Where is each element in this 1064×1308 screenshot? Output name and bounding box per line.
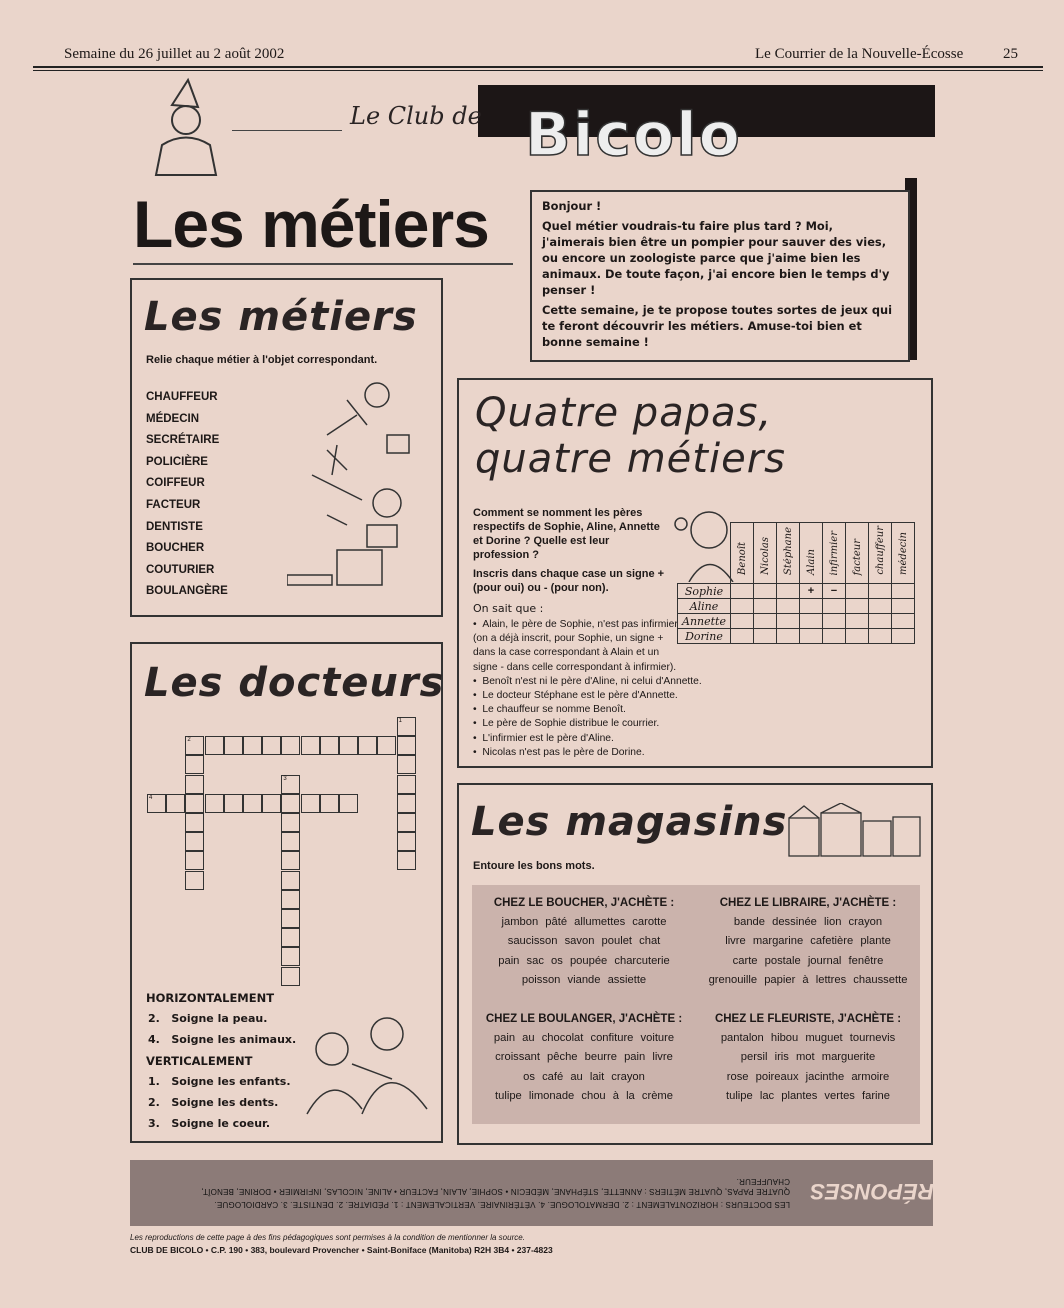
grid-cell[interactable] — [800, 629, 823, 644]
fact-text: Le chauffeur se nomme Benoît. — [482, 704, 626, 716]
vertical-label: VERTICALEMENT — [146, 1054, 253, 1068]
row-label: Annette — [678, 614, 731, 629]
crossword-cell[interactable] — [320, 736, 339, 755]
grid-cell[interactable] — [869, 614, 892, 629]
shop-word-list — [472, 1013, 696, 1107]
crossword-cell[interactable] — [205, 736, 224, 755]
clue — [146, 1075, 296, 1096]
column-label: infirmier — [828, 530, 840, 575]
clue-text: Soigne les dents. — [171, 1096, 279, 1109]
grid-cell[interactable] — [731, 584, 754, 599]
logic-grid — [677, 522, 915, 644]
crossword-cell[interactable] — [185, 813, 204, 832]
bullet-icon: • — [473, 704, 483, 716]
grid-cell[interactable] — [800, 614, 823, 629]
clue — [146, 1096, 296, 1117]
crossword-cell[interactable] — [262, 794, 281, 813]
answers-title: RÉPONSES — [810, 1179, 934, 1204]
grid-cell[interactable] — [777, 629, 800, 644]
metier-item: DENTISTE — [146, 520, 203, 533]
magasins-box — [457, 783, 933, 1145]
crossword-cell[interactable] — [147, 794, 166, 813]
column-label: Alain — [805, 548, 817, 575]
metier-item: CHAUFFEUR — [146, 391, 218, 403]
grid-cell[interactable] — [823, 614, 846, 629]
bullet-icon: • — [473, 732, 483, 744]
title-rule — [133, 263, 513, 265]
shops-illustration-icon — [787, 803, 922, 858]
club-label: Le Club de — [350, 102, 482, 130]
bullet-icon: • — [473, 746, 483, 758]
metier-item: BOULANGÈRE — [146, 585, 228, 598]
shop-title: CHEZ LE LIBRAIRE, J'ACHÈTE : — [719, 897, 897, 909]
shop-title: CHEZ LE BOUCHER, J'ACHÈTE : — [493, 897, 675, 909]
column-label: Nicolas — [759, 537, 771, 575]
page-number: 25 — [1003, 46, 1018, 62]
column-label: médecin — [897, 532, 909, 575]
papas-heading-line: Quatre papas, — [475, 390, 773, 436]
fact-text: Nicolas n'est pas le père de Dorine. — [482, 746, 645, 758]
metiers-box — [130, 278, 443, 617]
grid-row — [678, 599, 915, 614]
crossword-cell[interactable] — [185, 851, 204, 870]
page-title: Les métiers — [133, 187, 489, 261]
crossword-cell[interactable] — [281, 890, 300, 909]
grid-cell[interactable] — [869, 599, 892, 614]
metier-item: MÉDECIN — [146, 412, 200, 425]
grid-cell[interactable] — [846, 584, 869, 599]
word-line[interactable]: tulipe limonade chou à la crème — [495, 1090, 673, 1103]
crossword-cell[interactable] — [397, 775, 416, 794]
grid-cell[interactable] — [892, 629, 915, 644]
grid-cell[interactable] — [892, 614, 915, 629]
grid-column-header — [754, 523, 777, 584]
grid-corner — [678, 523, 731, 584]
crossword-clues — [146, 991, 296, 1138]
footer-note: Les reproductions de cette page à des fins pédagogiques sont permises à la condition de mentionner la source. — [130, 1233, 525, 1242]
grid-cell[interactable] — [846, 599, 869, 614]
column-label: chauffeur — [874, 526, 886, 575]
crossword-cell[interactable] — [339, 736, 358, 755]
answers-text — [150, 1166, 790, 1220]
crossword-cell[interactable] — [397, 832, 416, 851]
papas-heading-line: quatre métiers — [475, 436, 786, 482]
word-line[interactable]: carte postale journal fenêtre — [732, 954, 884, 967]
crossword-cell[interactable] — [281, 794, 300, 813]
crossword-cell[interactable] — [339, 794, 358, 813]
papas-known: On sait que : — [473, 602, 544, 615]
header-rule — [33, 66, 1043, 68]
shop-word-list — [696, 1013, 920, 1107]
clue — [146, 1033, 296, 1054]
grid-cell[interactable] — [892, 584, 915, 599]
metier-item: SECRÉTAIRE — [146, 434, 220, 447]
grid-cell[interactable] — [777, 599, 800, 614]
magasins-heading: Les magasins — [471, 799, 788, 845]
bullet-icon: • — [473, 718, 483, 730]
grid-cell[interactable] — [777, 584, 800, 599]
papas-question: Comment se nomment les pères respectifs de Sophie, Aline, Annette et Dorine ? Quelle est leur profession ? — [473, 507, 660, 561]
crossword-cell[interactable] — [262, 736, 281, 755]
metiers-list — [146, 391, 228, 607]
crossword-cell[interactable] — [185, 755, 204, 774]
intro-box — [530, 190, 910, 362]
clue-number: 3 — [283, 775, 287, 782]
fact-item — [473, 675, 928, 689]
bullet-icon: • — [473, 619, 483, 630]
word-line[interactable]: tulipe lac plantes vertes farine — [725, 1090, 890, 1103]
clue-number: 2. — [148, 1096, 160, 1109]
intro-paragraph: Quel métier voudrais-tu faire plus tard ? Moi, j'aimerais bien être un pompier pour sauver des vies, ou encore un zoologiste parce que j'aime bien les animaux. De toute façon, j'ai encore bien le temps d'y penser ! — [542, 219, 890, 297]
clue-number: 4 — [149, 794, 153, 801]
crossword-cell[interactable] — [301, 794, 320, 813]
metiers-heading: Les métiers — [144, 294, 418, 340]
fact-item — [473, 703, 928, 717]
crossword-cell[interactable] — [397, 736, 416, 755]
grid-cell[interactable] — [869, 629, 892, 644]
crossword-cell[interactable] — [185, 832, 204, 851]
metier-item: BOUCHER — [146, 542, 205, 555]
row-label: Aline — [678, 599, 731, 614]
answers-line: LES DOCTEURS : HORIZONTALEMENT : 2. DERMATOLOGUE. 4. VÉTÉRINAIRE. VERTICALEMENT : 1. PÉDIATRE. 2. DENTISTE. 3. CARDIOLOGUE. — [214, 1200, 790, 1210]
shop-title: CHEZ LE FLEURISTE, J'ACHÈTE : — [714, 1013, 902, 1025]
crossword-cell[interactable] — [281, 851, 300, 870]
grid-cell[interactable] — [846, 629, 869, 644]
clue-number: 1. — [148, 1075, 160, 1088]
clue — [146, 1117, 296, 1138]
shop-title: CHEZ LE BOULANGER, J'ACHÈTE : — [485, 1013, 683, 1025]
metier-item: COIFFEUR — [146, 477, 205, 490]
word-line[interactable]: pain sac os poupée charcuterie — [498, 954, 670, 967]
papas-instruction: Inscris dans chaque case un signe + (pour oui) ou - (pour non). — [473, 568, 665, 594]
grid-cell[interactable] — [731, 614, 754, 629]
word-line[interactable]: pantalon hibou muguet tournevis — [720, 1032, 896, 1044]
crossword-cell[interactable] — [166, 794, 185, 813]
fact-text: Alain, le père de Sophie, n'est pas infirmier (on a déjà inscrit, pour Sophie, un signe + dans la case correspondant à Alain et un signe - dans celle correspondant à infirmier). — [473, 619, 678, 673]
grid-cell[interactable] — [754, 584, 777, 599]
banner-rule — [232, 130, 342, 131]
crossword-cell[interactable] — [397, 717, 416, 736]
fact-text: Benoît n'est ni le père d'Aline, ni celui d'Annette. — [482, 675, 702, 687]
crossword-cell[interactable] — [205, 794, 224, 813]
crossword-cell[interactable] — [301, 736, 320, 755]
metiers-instruction: Relie chaque métier à l'objet correspondant. — [146, 354, 378, 366]
word-line[interactable]: grenouille papier à lettres chaussette — [708, 974, 908, 987]
crossword-cell[interactable] — [281, 947, 300, 966]
grid-cell[interactable] — [754, 599, 777, 614]
clue-number: 4. — [148, 1033, 160, 1046]
crossword-cell[interactable] — [243, 794, 262, 813]
fact-item — [473, 732, 928, 746]
crossword-cell[interactable] — [397, 755, 416, 774]
crossword-cell[interactable] — [397, 794, 416, 813]
newspaper-name: Le Courrier de la Nouvelle-Écosse — [755, 46, 964, 62]
crossword-cell[interactable] — [185, 871, 204, 890]
grid-cell[interactable] — [823, 629, 846, 644]
clue-text: Soigne le coeur. — [171, 1117, 271, 1130]
grid-cell[interactable] — [846, 614, 869, 629]
grid-column-header — [846, 523, 869, 584]
column-label: facteur — [851, 538, 863, 575]
fact-item — [473, 689, 928, 703]
clue-text: Soigne les animaux. — [171, 1033, 297, 1046]
crossword-cell[interactable] — [358, 736, 377, 755]
crossword-cell[interactable] — [281, 909, 300, 928]
shop-word-list — [472, 897, 696, 991]
crossword-cell[interactable] — [281, 813, 300, 832]
word-line[interactable]: bande dessinée lion crayon — [733, 916, 883, 928]
column-label: Benoît — [736, 542, 748, 575]
fact-text: L'infirmier est le père d'Aline. — [482, 732, 614, 744]
grid-column-header — [800, 523, 823, 584]
intro-paragraph: Cette semaine, je te propose toutes sortes de jeux qui te feront découvrir les métiers. Amuse-toi bien et bonne semaine ! — [542, 303, 893, 349]
crossword-cell[interactable] — [377, 736, 396, 755]
word-line[interactable]: livre margarine cafetière plante — [725, 935, 891, 948]
grid-row — [678, 629, 915, 644]
row-label: Sophie — [678, 584, 731, 599]
grid-cell[interactable] — [731, 599, 754, 614]
docteurs-heading: Les docteurs — [144, 660, 445, 706]
fact-item — [473, 717, 928, 731]
crossword-cell[interactable] — [243, 736, 262, 755]
docteurs-box — [130, 642, 443, 1143]
grid-column-header — [731, 523, 754, 584]
crossword-cell[interactable] — [281, 871, 300, 890]
clue-text: Soigne les enfants. — [171, 1075, 291, 1088]
answers-band — [130, 1160, 933, 1226]
grid-row — [678, 614, 915, 629]
crossword-cell[interactable] — [397, 813, 416, 832]
doctor-illustration-icon — [292, 1009, 432, 1119]
issue-date: Semaine du 26 juillet au 2 août 2002 — [64, 46, 285, 62]
crossword-cell[interactable] — [224, 736, 243, 755]
column-label: Stéphane — [782, 527, 794, 575]
clue-number: 2. — [148, 1012, 160, 1025]
shop-word-list — [696, 897, 920, 991]
grid-cell[interactable] — [777, 614, 800, 629]
grid-column-header — [823, 523, 846, 584]
fact-text: Le père de Sophie distribue le courrier. — [482, 718, 660, 730]
crossword-cell[interactable] — [281, 832, 300, 851]
grid-column-header — [869, 523, 892, 584]
clue-text: Soigne la peau. — [171, 1012, 268, 1025]
crossword-cell[interactable] — [281, 736, 300, 755]
magasins-instruction: Entoure les bons mots. — [473, 860, 595, 872]
grid-cell[interactable] — [892, 599, 915, 614]
crossword-cell[interactable] — [397, 851, 416, 870]
bicolo-logo: Bicolo — [525, 100, 742, 170]
grid-cell[interactable] — [731, 629, 754, 644]
grid-column-header — [892, 523, 915, 584]
grid-cell[interactable] — [800, 599, 823, 614]
crossword-cell[interactable] — [224, 794, 243, 813]
answers-line: QUATRE PAPAS, QUATRE MÉTIERS : ANNETTE, STÉPHANE, MÉDECIN • SOPHIE, ALAIN, FACTEUR • ALINE, NICOLAS, INFIRMIER • DORINE, BENOÎT, CHAUFFEUR. — [201, 1177, 790, 1197]
word-line[interactable]: croissant pêche beurre pain livre — [495, 1051, 673, 1064]
metier-item: POLICIÈRE — [146, 455, 208, 468]
fact-text: Le docteur Stéphane est le père d'Annette. — [482, 690, 678, 702]
metier-item: COUTURIER — [146, 563, 215, 576]
shops-panel — [472, 885, 920, 1124]
grid-cell[interactable]: − — [823, 584, 846, 599]
crossword-cell[interactable] — [185, 736, 204, 755]
header-rule-thin — [33, 70, 1043, 71]
crossword-cell[interactable] — [185, 794, 204, 813]
bullet-icon: • — [473, 690, 483, 702]
gnome-illustration-icon — [150, 75, 230, 180]
word-line[interactable]: rose poireaux jacinthe armoire — [726, 1070, 890, 1083]
grid-cell[interactable]: + — [800, 584, 823, 599]
clue-number: 1 — [398, 718, 402, 724]
crossword-cell[interactable] — [281, 775, 300, 794]
clue-number: 3. — [148, 1117, 160, 1130]
grid-cell[interactable] — [754, 614, 777, 629]
word-line[interactable]: os café au lait crayon — [523, 1070, 645, 1083]
grid-cell[interactable] — [823, 599, 846, 614]
crossword-cell[interactable] — [281, 967, 300, 986]
clue — [146, 1012, 296, 1033]
row-label: Dorine — [678, 629, 731, 644]
papas-heading — [475, 390, 786, 482]
grid-cell[interactable] — [869, 584, 892, 599]
word-line[interactable]: persil iris mot marguerite — [740, 1051, 876, 1064]
footer — [130, 1233, 933, 1255]
crossword-cell[interactable] — [320, 794, 339, 813]
word-line[interactable]: pain au chocolat confiture voiture — [493, 1032, 675, 1044]
footer-address: CLUB DE BICOLO • C.P. 190 • 383, boulevard Provencher • Saint-Boniface (Manitoba) R2H 3B4 • 237-4823 — [130, 1245, 553, 1255]
grid-column-header — [777, 523, 800, 584]
clue-number: 2 — [187, 737, 191, 744]
word-line[interactable]: jambon pâté allumettes carotte — [501, 916, 667, 928]
bullet-icon: • — [473, 675, 483, 687]
fact-item — [473, 746, 928, 760]
intro-greeting: Bonjour ! — [542, 199, 602, 213]
word-line[interactable]: saucisson savon poulet chat — [507, 935, 661, 948]
grid-cell[interactable] — [754, 629, 777, 644]
crossword-cell[interactable] — [185, 775, 204, 794]
objects-illustration-icon — [287, 375, 427, 600]
metier-item: FACTEUR — [146, 498, 201, 511]
crossword-cell[interactable] — [281, 928, 300, 947]
grid-row — [678, 584, 915, 599]
horizontal-label: HORIZONTALEMENT — [146, 991, 275, 1005]
word-line[interactable]: poisson viande assiette — [521, 974, 647, 987]
